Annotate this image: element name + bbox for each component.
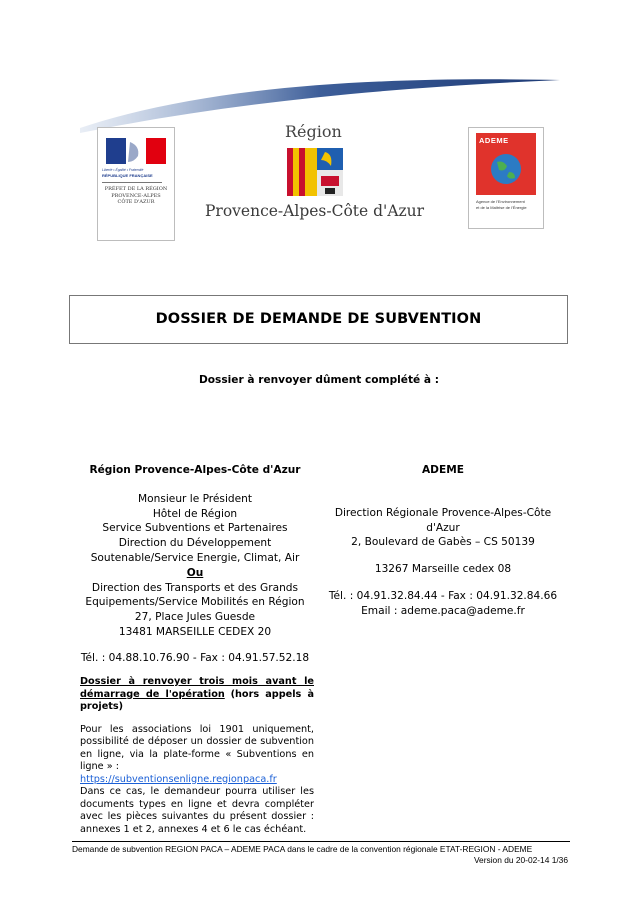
ademe-phone: Tél. : 04.91.32.84.44 - Fax : 04.91.32.84.66 (328, 589, 558, 602)
deadline-note: Dossier à renvoyer trois mois avant le démarrage de l'opération (80, 676, 314, 700)
ademe-brand: ADEME (479, 136, 509, 145)
marianne-flag-icon (98, 128, 174, 240)
region-line: Soutenable/Service Energie, Climat, Air (90, 551, 300, 564)
note-block (80, 676, 314, 836)
online-note-details: Dans ce cas, le demandeur pourra utiliser les documents types en ligne et devra compléter avec les pièces suivantes du présent dossier : annexes 1 et 2, annexes 4 et 6 le cas échéant. (80, 786, 314, 835)
region-line: Direction des Transports et des Grands (91, 581, 299, 594)
ademe-address-block (322, 463, 564, 619)
ademe-line: Direction Régionale Provence-Alpes-Côte (334, 506, 552, 519)
region-line: Equipements/Service Mobilités en Région (85, 596, 305, 609)
footer-rule (72, 841, 570, 842)
document-title: DOSSIER DE DEMANDE DE SUBVENTION (155, 311, 482, 327)
online-note: Pour les associations loi 1901 uniquement, possibilité de déposer un dossier de subvention en ligne, via la plate-forme « Subventions en ligne » : (80, 723, 314, 772)
ademe-line: 13267 Marseille cedex 08 (374, 563, 512, 576)
subtitle-text: Dossier à renvoyer dûment complété à : (198, 374, 440, 386)
footer (72, 844, 568, 866)
region-name: Provence-Alpes-Côte d'Azur (205, 202, 425, 220)
online-platform-link[interactable]: https://subventionsenligne.regionpaca.fr (80, 773, 277, 785)
deadline-exception: (hors appels à projets) (80, 688, 314, 712)
ademe-line: d'Azur (426, 521, 460, 534)
prefet-line1: PRÉFET DE LA RÉGION (104, 186, 168, 192)
prefet-line3: CÔTE D'AZUR (117, 199, 155, 205)
region-coat-of-arms-icon (285, 146, 345, 198)
title-box (69, 295, 568, 344)
region-top-word: Région (285, 122, 342, 141)
globe-icon (489, 152, 523, 186)
ademe-caption1: Agence de l'Environnement (476, 199, 525, 204)
footer-description: Demande de subvention REGION PACA – ADEME PACA dans le cadre de la convention régionale ETAT-REGION - ADEME (72, 844, 533, 854)
region-line: Hôtel de Région (152, 507, 238, 520)
ademe-line: 2, Boulevard de Gabès – CS 50139 (351, 536, 535, 549)
region-line: 13481 MARSEILLE CEDEX 20 (118, 625, 272, 638)
ademe-email: Email : ademe.paca@ademe.fr (361, 604, 525, 617)
region-line: Direction du Développement (118, 537, 272, 550)
ademe-logo (468, 127, 544, 229)
region-logo (205, 118, 445, 228)
or-separator: Ou (186, 566, 204, 579)
region-line: Service Subventions et Partenaires (102, 522, 288, 535)
prefet-logo (97, 127, 175, 241)
prefet-motto: Liberté • Égalité • Fraternité (102, 168, 144, 172)
region-line: 27, Place Jules Guesde (134, 611, 256, 624)
subtitle (0, 374, 638, 386)
region-address-block (75, 463, 315, 666)
ademe-heading: ADEME (421, 464, 464, 476)
prefet-line2: PROVENCE-ALPES (111, 192, 161, 199)
region-heading: Région Provence-Alpes-Côte d'Azur (89, 464, 301, 476)
ademe-caption2: et de la Maîtrise de l'Énergie (476, 204, 527, 210)
footer-version: Version du 20-02-14 1/36 (473, 855, 568, 865)
prefet-republic: RÉPUBLIQUE FRANÇAISE (102, 173, 153, 178)
region-line: Monsieur le Président (138, 492, 252, 505)
region-phone: Tél. : 04.88.10.76.90 - Fax : 04.91.57.52.18 (80, 651, 310, 664)
